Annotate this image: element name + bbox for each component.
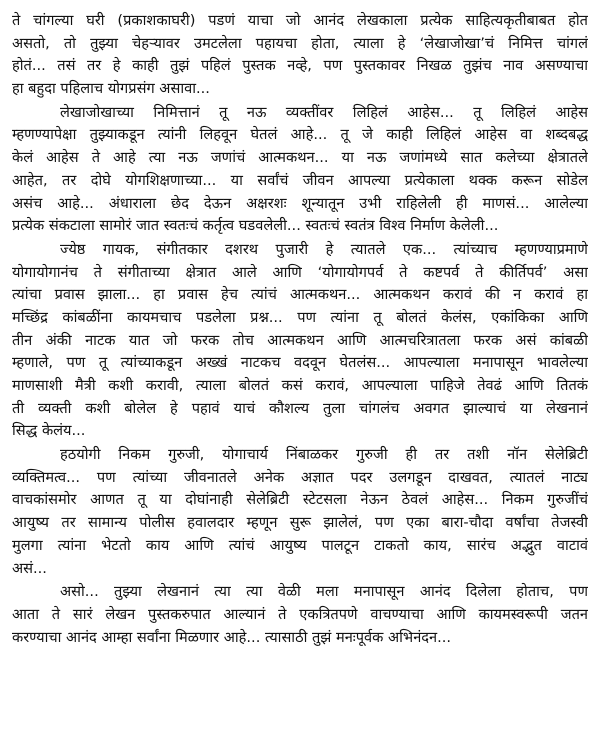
paragraph-2 [12, 102, 588, 238]
text-line: मच्छिंद्र कांबळींना कायमचाच पडलेला प्रश्न... पण त्यांना तू बोलतं केलंस, एकांकिका आणि [12, 308, 588, 326]
text-line: केलं आहेस ते आहे त्या नऊ जणांचं आत्मकथन... या नऊ जणांमध्ये सात कलेच्या क्षेत्रातले [12, 149, 588, 167]
paragraph-5 [12, 581, 588, 649]
text-line: असंच आहे... अंधाराला छेद देऊन अक्षरशः शून्यातून उभी राहिलेली ही माणसं... आलेल्या [12, 194, 588, 212]
text-line: असतो, तो तुझ्या चेहऱ्यावर उमटलेला पहायचा होता, त्याला हे ‘लेखाजोखा’चं निमित्त चांगलं [12, 34, 588, 52]
text-line: म्हणण्यापेक्षा तुझ्याकडून त्यांनी लिहवून घेतलं आहे... तू जे काही लिहिलं आहेस वा शब्दबद्ध [12, 126, 588, 144]
paragraph-1 [12, 10, 588, 101]
text-line: आयुष्य तर सामान्य पोलीस हवालदार म्हणून सुरू झालेलं, पण एका बारा-चौदा वर्षांचा तेजस्वी [12, 514, 588, 532]
text-line: आता ते सारं लेखन पुस्तकरुपात आल्यानं ते एकत्रितपणे वाचण्याचा आणि कायमस्वरूपी जतन [12, 605, 588, 623]
text-line: सिद्ध केलंय... [12, 422, 86, 440]
text-line: ती व्यक्ती कशी बोलेल हे पहावं याचं कौशल्य तुला चांगलंच अवगत झाल्याचं या लेखनानं [12, 399, 588, 417]
text-line: होतं... तसं तर हे काही तुझं पहिलं पुस्तक नव्हे, पण पुस्तकावर निखळ तुझंच नाव असण्याचा [12, 57, 588, 75]
text-line: असो... तुझ्या लेखनानं त्या त्या वेळी मला मनापासून आनंद दिलेला होताच, पण [60, 583, 588, 601]
text-line: प्रत्येक संकटाला सामोरं जात स्वतःचं कर्तृत्व घडवलेली... स्वतःचं स्वतंत्र विश्व निर्माण केलेली... [12, 217, 499, 235]
text-line: हा बहुदा पहिलाच योगप्रसंग असावा... [12, 80, 210, 98]
paragraph-3 [12, 239, 588, 443]
text-line: म्हणाले, पण तू त्यांच्याकडून अख्खं नाटकच वदवून घेतलंस... आपल्याला मनापासून भावलेल्या [12, 354, 588, 372]
text-line: हठयोगी निकम गुरुजी, योगाचार्य निंबाळकर गुरुजी ही तर तशी नॉन सेलेब्रिटी [60, 446, 588, 464]
text-line: तीन अंकी नाटक यात जो फरक तोच आत्मकथन आणि आत्मचरित्रातला फरक असं कांबळी [12, 331, 588, 349]
text-line: त्यांचा प्रवास झाला... हा प्रवास हेच त्यांचं आत्मकथन... आत्मकथन करावं की न करावं हा [12, 286, 588, 304]
text-line: असं... [12, 559, 47, 577]
text-line: माणसाशी मैत्री कशी करावी, त्याला बोलतं कसं करावं, आपल्याला पाहिजे तेवढं आणि तितकं [12, 377, 588, 394]
text-line: योगायोगानंच ते संगीताच्या क्षेत्रात आले आणि ‘योगायोगपर्व ते कष्टपर्व ते कीर्तिपर्व’ असा [12, 263, 588, 281]
paragraph-4 [12, 444, 588, 580]
text-line: आहेत, तर दोघे योगशिक्षणाच्या... या सर्वांचं जीवन आपल्या प्रत्येकाला थक्क करून सोडेल [12, 171, 588, 189]
text-line: व्यक्तिमत्व... पण त्यांच्या जीवनातले अनेक अज्ञात पदर उलगडून दाखवत, त्यातलं नाट्य [12, 468, 588, 486]
text-line: ज्येष्ठ गायक, संगीतकार दशरथ पुजारी हे त्यातले एक... त्यांच्याच म्हणण्याप्रमाणे [60, 240, 588, 258]
text-line: लेखाजोखाच्या निमित्तानं तू नऊ व्यक्तींवर लिहिलं आहेस... तू लिहिलं आहेस [60, 103, 588, 121]
text-line: करण्याचा आनंद आम्हा सर्वांना मिळणार आहे... त्यासाठी तुझं मनःपूर्वक अभिनंदन... [12, 628, 452, 646]
text-line: ते चांगल्या घरी (प्रकाशकाघरी) पडणं याचा जो आनंद लेखकाला प्रत्येक साहित्यकृतीबाबत होत [12, 12, 588, 29]
text-line: मुलगा त्यांना भेटतो काय आणि त्यांचं आयुष्य पालटून टाकतो काय, सारंच अद्भुत वाटावं [12, 536, 588, 554]
text-line: वाचकांसमोर आणत तू या दोघांनाही सेलेब्रिटी स्टेटसला नेऊन ठेवलं आहेस... निकम गुरुजींचं [12, 491, 588, 509]
